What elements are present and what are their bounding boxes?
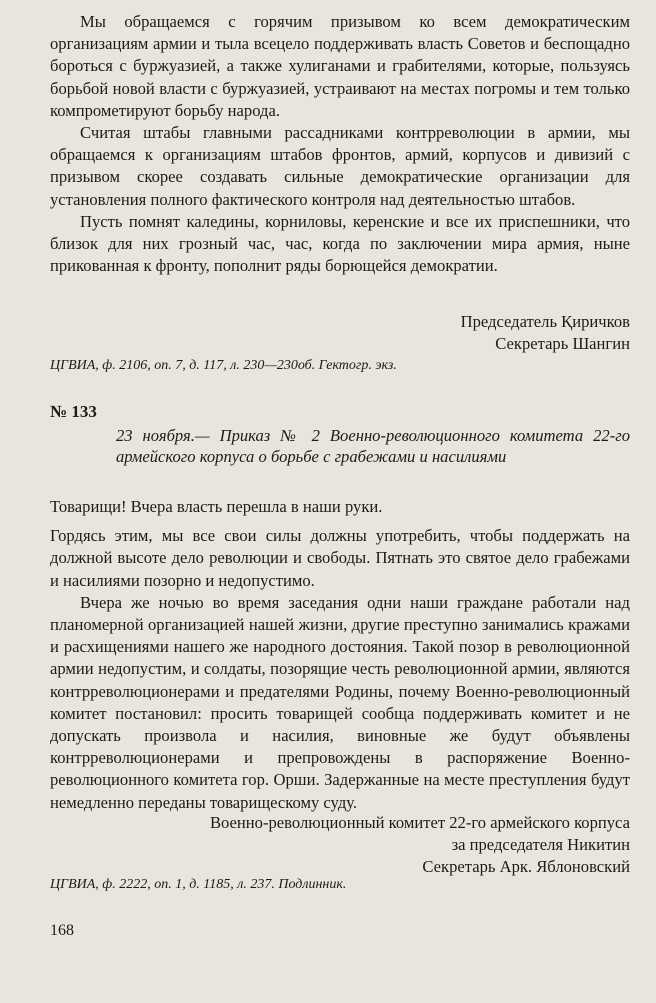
archive-source-1: ЦГВИА, ф. 2106, оп. 7, д. 117, л. 230—230об. Гектогр. экз. — [50, 358, 397, 373]
paragraph-staffs: Считая штабы главными рассадниками контрреволюции в армии, мы обращаемся к организациям штабов фронтов, армий, корпусов и дивизий с призывом скорее создавать сильные демократические организации для установления полного фактического контроля над деятельностью штабов. — [50, 123, 630, 209]
signature-committee: Военно-революционный комитет 22-го армейского корпуса — [209, 813, 630, 832]
document-heading: 23 ноября.— Приказ № 2 Военно-революционного комитета 22-го армейского корпуса о борьбе с грабежами и насилиями — [116, 426, 630, 466]
paragraph-pride: Гордясь этим, мы все свои силы должны употребить, чтобы поддержать на должной высоте дело революции и свободы. Пятнать это святое дело грабежами и насилиями позорно и недопустимо. — [50, 526, 630, 590]
paragraph-appeal: Мы обращаемся с горячим призывом ко всем демократическим организациям армии и тыла всецело поддерживать власть Советов и беспощадно бороться с буржуазией, а также хулиганами и грабителями, которые, пользуясь борьбой новой власти с буржуазией, устраивают на местах погромы и тем только компрометируют борьбу народа. — [50, 12, 630, 120]
paragraph-greeting: Товарищи! Вчера власть перешла в наши руки. — [50, 497, 383, 516]
page-number: 168 — [50, 922, 74, 939]
order-text-block — [50, 496, 630, 814]
archive-source-2: ЦГВИА, ф. 2222, оп. 1, д. 1185, л. 237. Подлинник. — [50, 877, 347, 892]
signature-block-1 — [461, 311, 630, 355]
paragraph-incident: Вчера же ночью во время заседания одни наши граждане работали над планомерной организацией нашей жизни, другие преступно занимались кражами и расхищениями нашего же народного достояния. Такой позор в революционной армии недопустим, и солдаты, позорящие честь революционной армии, являются контрреволюционерами и предателями Родины, почему Военно-революционный комитет постановил: просить товарищей сообща поддерживать комитет и не допускать произвола и насилия, виновные же будут объявлены контрреволюционерами и препровождены в распоряжение Военно-революционного комитета гор. Орши. Задержанные на месте преступления будут немедленно переданы товарищескому суду. — [50, 592, 630, 812]
signature-acting-chairman: за председателя Никитин — [451, 835, 630, 855]
document-number: № 133 — [50, 402, 97, 421]
signature-secretary: Секретарь Шангин — [495, 334, 630, 354]
top-text-block — [50, 11, 630, 277]
paragraph-warning: Пусть помнят каледины, корниловы, керенские и все их приспешники, что близок для них грозный час, час, когда по заключении мира армия, ныне прикованная к фронту, пополнит ряды борющейся демократии. — [50, 211, 630, 276]
signature-secretary-2: Секретарь Арк. Яблоновский — [422, 857, 630, 877]
signature-block-2 — [210, 812, 630, 879]
signature-chairman: Председатель Қиричков — [460, 312, 630, 331]
